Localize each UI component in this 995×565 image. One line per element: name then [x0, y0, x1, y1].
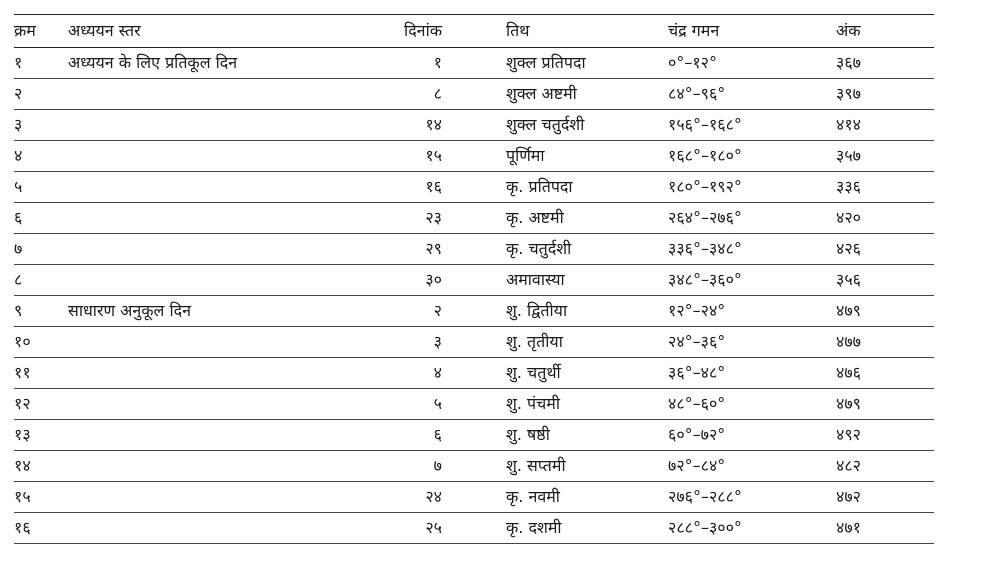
cell-score: ४७९: [836, 394, 861, 413]
cell-level: [68, 420, 368, 451]
cell-date: २४: [425, 487, 442, 506]
cell-serial: ६: [14, 208, 23, 227]
table-row: [14, 296, 934, 327]
cell-score: ४१४: [836, 115, 861, 134]
cell-serial: १०: [14, 332, 31, 351]
cell-tithi: शु. सप्तमी: [506, 456, 566, 475]
cell-tithi: शु. तृतीया: [506, 332, 563, 351]
cell-date: १६: [425, 177, 442, 196]
table-row: [14, 327, 934, 358]
cell-tithi: कृ. अष्टमी: [506, 208, 564, 227]
cell-moon-transit: ७२°–८४°: [668, 456, 726, 475]
cell-level: [68, 451, 368, 482]
table-body: [14, 48, 934, 544]
cell-score: ३३६: [836, 177, 861, 196]
cell-serial: ९: [14, 301, 23, 320]
cell-score: ४७९: [836, 301, 861, 320]
cell-date: १५: [425, 146, 442, 165]
header-moon: चंद्र गमन: [668, 21, 720, 40]
cell-tithi: शु. द्वितीया: [506, 301, 568, 320]
header-tithi: तिथ: [506, 21, 530, 40]
cell-moon-transit: ८४°–९६°: [668, 84, 726, 103]
cell-date: ४: [433, 363, 442, 382]
table-row: [14, 513, 934, 544]
header-serial: क्रम: [14, 21, 36, 40]
cell-tithi: शुक्ल अष्टमी: [506, 84, 577, 103]
cell-serial: ८: [14, 270, 23, 289]
cell-moon-transit: २७६°–२८८°: [668, 487, 742, 506]
table-row: [14, 265, 934, 296]
cell-serial: ४: [14, 146, 23, 165]
cell-tithi: पूर्णिमा: [506, 146, 545, 165]
cell-score: ४९२: [836, 425, 861, 444]
cell-date: २९: [425, 239, 442, 258]
cell-date: २३: [425, 208, 442, 227]
header-date: दिनांक: [404, 21, 442, 40]
table-row: [14, 420, 934, 451]
cell-moon-transit: २६४°–२७६°: [668, 208, 742, 227]
cell-date: ८: [433, 84, 442, 103]
cell-serial: १५: [14, 487, 31, 506]
cell-moon-transit: १२°–२४°: [668, 301, 726, 320]
cell-serial: १२: [14, 394, 31, 413]
cell-serial: १६: [14, 518, 31, 537]
cell-level: [68, 513, 368, 544]
cell-serial: १३: [14, 425, 31, 444]
cell-score: ३५७: [836, 146, 861, 165]
cell-date: २५: [425, 518, 442, 537]
cell-tithi: कृ. प्रतिपदा: [506, 177, 573, 196]
cell-score: ३९७: [836, 84, 861, 103]
study-days-table: [14, 14, 934, 544]
table-row: [14, 172, 934, 203]
cell-tithi: अमावास्या: [506, 270, 565, 289]
cell-tithi: कृ. दशमी: [506, 518, 562, 537]
header-level: अध्ययन स्तर: [68, 21, 141, 40]
study-days-table-container: [14, 14, 934, 544]
cell-tithi: शु. षष्ठी: [506, 425, 550, 444]
table-row: [14, 141, 934, 172]
cell-moon-transit: २८८°–३००°: [668, 518, 742, 537]
cell-score: ४२६: [836, 239, 861, 258]
cell-level: [68, 234, 368, 265]
table-row: [14, 482, 934, 513]
cell-tithi: कृ. चतुर्दशी: [506, 239, 572, 258]
table-row: [14, 451, 934, 482]
cell-score: ४७७: [836, 332, 861, 351]
cell-moon-transit: ४८°–६०°: [668, 394, 726, 413]
cell-date: ५: [433, 394, 442, 413]
cell-level: [68, 327, 368, 358]
cell-moon-transit: १६८°–१८०°: [668, 146, 742, 165]
cell-serial: १४: [14, 456, 31, 475]
table-row: [14, 110, 934, 141]
cell-level: साधारण अनुकूल दिन: [68, 301, 191, 320]
cell-serial: ५: [14, 177, 23, 196]
cell-serial: ७: [14, 239, 23, 258]
cell-level: [68, 203, 368, 234]
header-score: अंक: [836, 21, 861, 40]
cell-level: [68, 110, 368, 141]
cell-score: ३५६: [836, 270, 861, 289]
cell-moon-transit: ३६°–४८°: [668, 363, 726, 382]
cell-date: २: [433, 301, 442, 320]
cell-serial: ११: [14, 363, 31, 382]
table-header: [14, 15, 934, 48]
cell-level: [68, 389, 368, 420]
cell-moon-transit: ६०°–७२°: [668, 425, 726, 444]
table-row: [14, 358, 934, 389]
cell-tithi: शु. चतुर्थी: [506, 363, 561, 382]
cell-moon-transit: १८०°–१९२°: [668, 177, 742, 196]
cell-level: [68, 265, 368, 296]
cell-score: ३६७: [836, 53, 861, 72]
cell-moon-transit: ०°–१२°: [668, 53, 717, 72]
cell-tithi: कृ. नवमी: [506, 487, 560, 506]
cell-moon-transit: ३४८°–३६०°: [668, 270, 742, 289]
cell-moon-transit: १५६°–१६८°: [668, 115, 742, 134]
cell-score: ४२०: [836, 208, 861, 227]
cell-date: ७: [433, 456, 442, 475]
table-row: [14, 79, 934, 110]
cell-moon-transit: २४°–३६°: [668, 332, 726, 351]
table-row: [14, 203, 934, 234]
cell-level: [68, 172, 368, 203]
cell-score: ४८२: [836, 456, 861, 475]
cell-score: ४७६: [836, 363, 861, 382]
cell-level: [68, 79, 368, 110]
cell-date: १४: [425, 115, 442, 134]
cell-level: अध्ययन के लिए प्रतिकूल दिन: [68, 53, 238, 72]
cell-score: ४७२: [836, 487, 861, 506]
cell-tithi: शुक्ल चतुर्दशी: [506, 115, 585, 134]
cell-tithi: शु. पंचमी: [506, 394, 561, 413]
cell-score: ४७१: [836, 518, 861, 537]
table-row: [14, 48, 934, 79]
cell-date: १: [433, 53, 442, 72]
cell-level: [68, 358, 368, 389]
cell-serial: १: [14, 53, 23, 72]
cell-date: ३: [433, 332, 442, 351]
header-row: [14, 15, 934, 48]
cell-serial: २: [14, 84, 23, 103]
cell-level: [68, 482, 368, 513]
cell-level: [68, 141, 368, 172]
table-row: [14, 389, 934, 420]
cell-moon-transit: ३३६°–३४८°: [668, 239, 742, 258]
cell-date: ३०: [425, 270, 442, 289]
cell-serial: ३: [14, 115, 23, 134]
cell-tithi: शुक्ल प्रतिपदा: [506, 53, 586, 72]
cell-date: ६: [433, 425, 442, 444]
table-row: [14, 234, 934, 265]
